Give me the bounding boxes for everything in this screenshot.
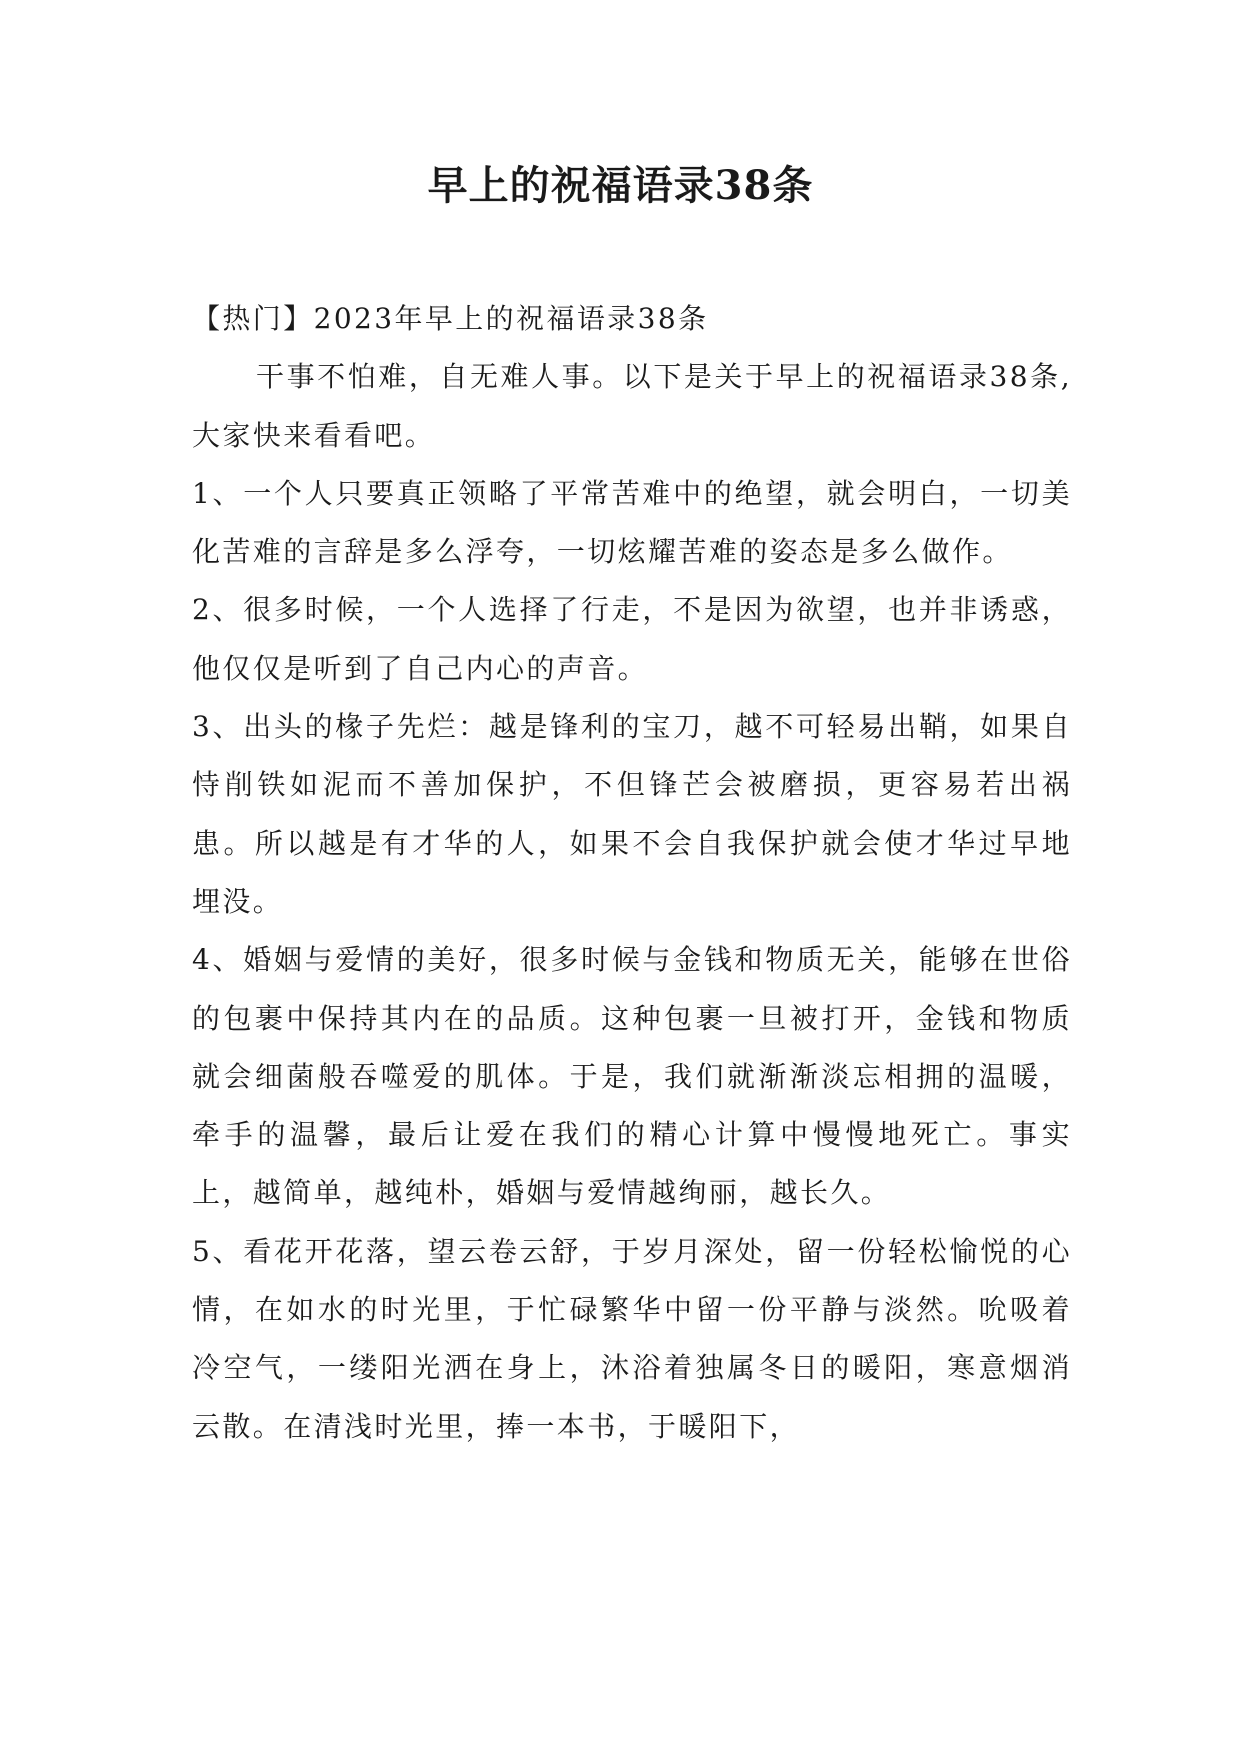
document-subtitle: 【热门】2023年早上的祝福语录38条	[192, 302, 709, 335]
intro-paragraph: 干事不怕难，自无难人事。以下是关于早上的祝福语录38条,大家快来看看吧。	[192, 360, 1072, 452]
list-item-3: 3、出头的椽子先烂：越是锋利的宝刀，越不可轻易出鞘，如果自恃削铁如泥而不善加保护，不但锋芒会被磨损，更容易若出祸患。所以越是有才华的人，如果不会自我保护就会使才华过早地埋没。	[192, 710, 1072, 918]
list-item-5: 5、看花开花落，望云卷云舒，于岁月深处，留一份轻松愉悦的心情，在如水的时光里，于忙碌繁华中留一份平静与淡然。吮吸着冷空气，一缕阳光洒在身上，沐浴着独属冬日的暖阳，寒意烟消云散。在清浅时光里，捧一本书，于暖阳下，	[192, 1234, 1072, 1443]
document-body	[192, 290, 1072, 1456]
document-title: 早上的祝福语录38条	[427, 162, 814, 209]
list-item-2: 2、很多时候，一个人选择了行走，不是因为欲望，也并非诱惑，他仅仅是听到了自己内心的声音。	[192, 593, 1072, 685]
list-item-4: 4、婚姻与爱情的美好，很多时候与金钱和物质无关，能够在世俗的包裹中保持其内在的品质。这种包裹一旦被打开，金钱和物质就会细菌般吞噬爱的肌体。于是，我们就渐渐淡忘相拥的温暖，牵手的温馨，最后让爱在我们的精心计算中慢慢地死亡。事实上，越简单，越纯朴，婚姻与爱情越绚丽，越长久。	[192, 943, 1072, 1210]
list-item-1: 1、一个人只要真正领略了平常苦难中的绝望，就会明白，一切美化苦难的言辞是多么浮夸，一切炫耀苦难的姿态是多么做作。	[192, 476, 1072, 569]
